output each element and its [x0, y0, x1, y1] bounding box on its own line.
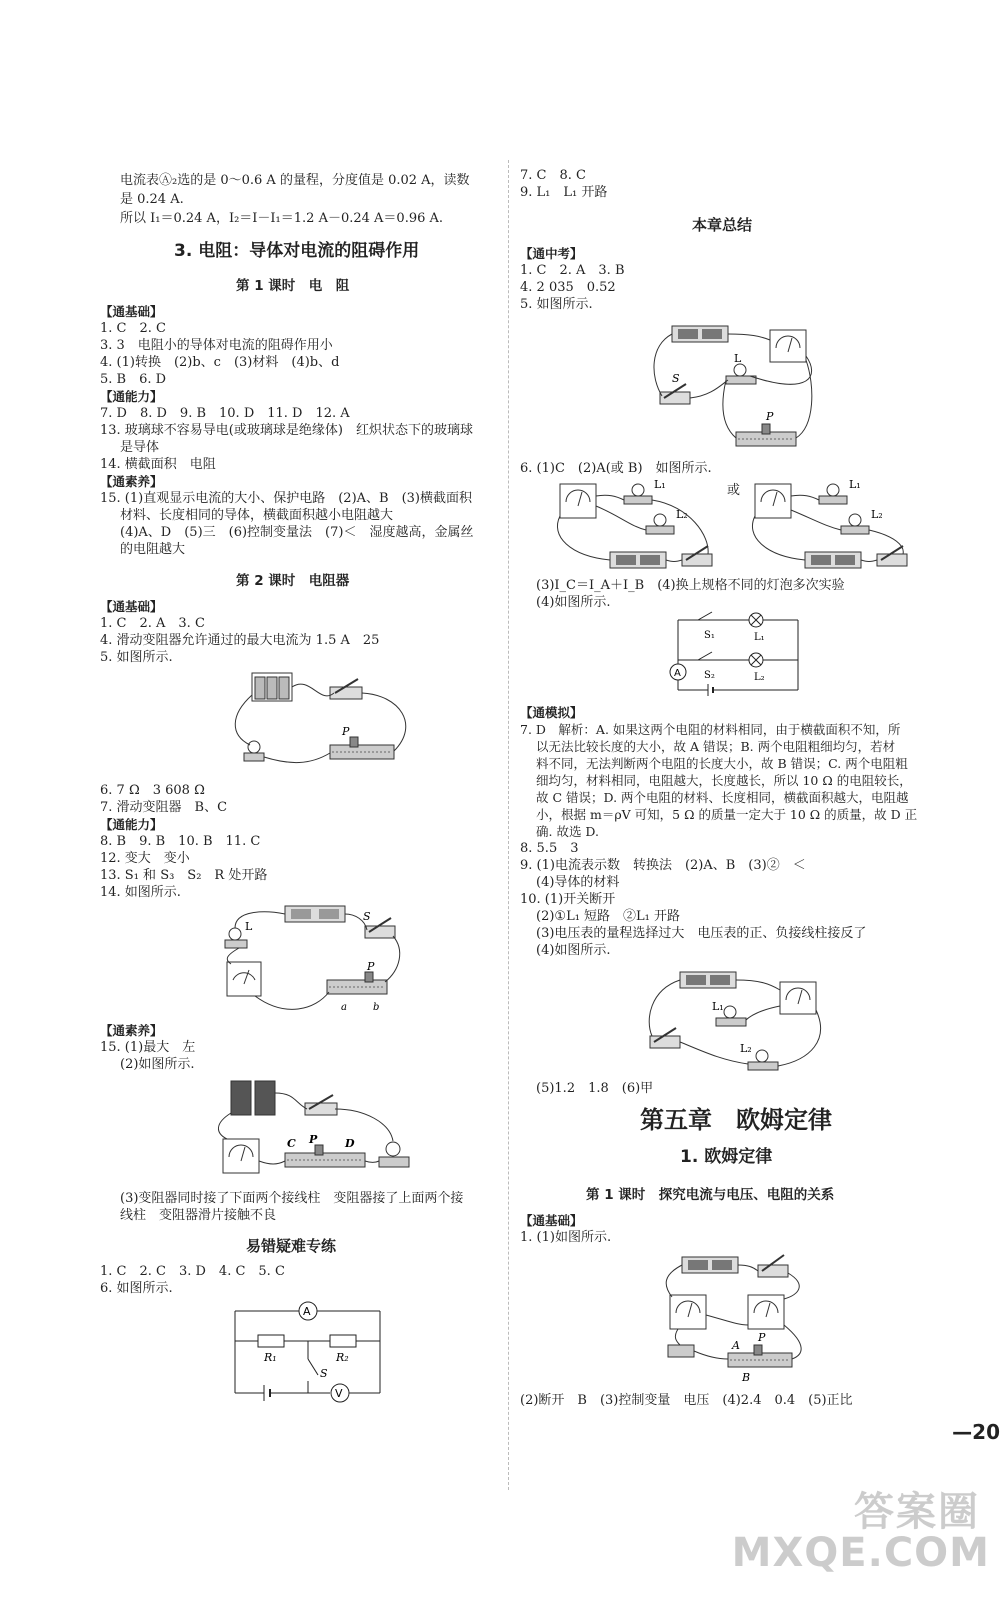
label-L2: L₂ — [676, 508, 688, 521]
label-S: S — [363, 910, 371, 923]
answer-line: 7. D 解析：A. 如果这两个电阻的材料相同，由于横截面积不知，所 — [520, 722, 901, 737]
answer-line: 15. (1)直观显示电流的大小、保护电路 (2)A、B (3)横截面积 — [100, 491, 472, 506]
circuit-diagram — [230, 1295, 390, 1405]
label-S1: S₁ — [704, 630, 715, 641]
answer-line: 4. 2 035 0.52 — [520, 280, 616, 295]
section-tag: 【通中考】 — [520, 246, 583, 261]
watermark-url: MXQE.COM — [731, 1530, 990, 1576]
answer-line: 8. B 9. B 10. B 11. C — [100, 834, 261, 849]
label-L: L — [734, 352, 742, 365]
answer-line: 1. C 2. C 3. D 4. C 5. C — [100, 1264, 285, 1279]
circuit-figure — [640, 960, 830, 1078]
answer-line: (4)导体的材料 — [536, 875, 620, 890]
text-line: 所以 I₁＝0.24 A，I₂＝I－I₁＝1.2 A－0.24 A＝0.96 A. — [120, 211, 444, 226]
answer-line: (3)电压表的量程选择过大 电压表的正、负接线柱接反了 — [536, 926, 867, 941]
answer-line: 以无法比较长度的大小，故 A 错误；B. 两个电阻粗细均匀，若材 — [536, 739, 896, 754]
circuit-figure — [230, 665, 430, 780]
text-line: 是 0.24 A. — [120, 192, 184, 207]
answer-line: 9. L₁ L₁ 开路 — [520, 185, 608, 200]
label-P: P — [766, 410, 774, 423]
section-title: 本章总结 — [692, 216, 753, 234]
answer-line: 13. 玻璃球不容易导电(或玻璃球是绝缘体) 红炽状态下的玻璃球 — [100, 423, 473, 438]
answer-line: 线柱 变阻器滑片接触不良 — [120, 1208, 277, 1223]
circuit-diagram — [658, 608, 808, 704]
section-title: 易错疑难专练 — [246, 1237, 337, 1255]
answer-line: (5)1.2 1.8 (6)甲 — [536, 1081, 654, 1096]
text-line: 电流表Ⓐ₂选的是 0～0.6 A 的量程，分度值是 0.02 A，读数 — [120, 173, 470, 188]
page-number: —20 — [952, 1420, 1000, 1444]
answer-line: (2)如图所示. — [120, 1057, 195, 1072]
label-A: A — [732, 1339, 740, 1352]
answer-line: 的电阻越大 — [120, 542, 186, 557]
answer-line: 14. 横截面积 电阻 — [100, 457, 216, 472]
label-D: D — [345, 1137, 355, 1150]
section-tag: 【通基础】 — [520, 1213, 583, 1228]
answer-line: 故 C 错误；D. 两个电阻的材料、长度相同，横截面积越大，电阻越 — [536, 790, 909, 805]
answer-line: 5. B 6. D — [100, 372, 167, 387]
answer-line: (3)变阻器同时接了下面两个接线柱 变阻器接了上面两个接 — [120, 1191, 464, 1206]
label-S2: S₂ — [704, 670, 715, 681]
answer-line: 9. (1)电流表示数 转换法 (2)A、B (3)② ＜ — [520, 858, 806, 873]
label-L1: L₁ — [754, 632, 765, 643]
label-R2: R₂ — [336, 1351, 349, 1364]
section-tag: 【通素养】 — [100, 474, 163, 489]
answer-line: 小，根据 m＝ρV 可知，5 Ω 的质量一定大于 10 Ω 的质量，故 D 正 — [536, 807, 918, 822]
answer-line: 7. C 8. C — [520, 168, 586, 183]
lesson-title: 第 2 课时 电阻器 — [236, 573, 350, 589]
section-tag: 【通能力】 — [100, 817, 163, 832]
label-L2: L₂ — [871, 508, 883, 521]
chapter-title: 第五章 欧姆定律 — [640, 1105, 832, 1134]
section-tag: 【通基础】 — [100, 599, 163, 614]
section-tag: 【通素养】 — [100, 1023, 163, 1038]
circuit-figure — [745, 476, 925, 576]
answer-line: 料不同，无法判断两个电阻的长度大小，故 B 错误；C. 两个电阻粗 — [536, 756, 908, 771]
label-L1: L₁ — [654, 478, 666, 491]
circuit-figure — [650, 316, 820, 461]
answer-line: 10. (1)开关断开 — [520, 892, 616, 907]
label-P: P — [342, 725, 350, 738]
label-P: P — [367, 960, 375, 973]
answer-line: (2)断开 B (3)控制变量 电压 (4)2.4 0.4 (5)正比 — [520, 1393, 853, 1408]
answer-line: 6. (1)C (2)A(或 B) 如图所示. — [520, 461, 712, 476]
answer-line: 1. C 2. A 3. B — [520, 263, 625, 278]
answer-line: 5. 如图所示. — [520, 297, 593, 312]
or-label: 或 — [727, 483, 741, 498]
label-b: b — [373, 1002, 380, 1013]
label-L1: L₁ — [849, 478, 861, 491]
answer-line: 1. C 2. C — [100, 321, 166, 336]
label-L2: L₂ — [754, 672, 765, 683]
ammeter-label: A — [303, 1305, 311, 1318]
label-R1: R₁ — [264, 1351, 277, 1364]
label-a: a — [341, 1002, 347, 1013]
answer-line: 细均匀，材料相同，电阻越大，长度越长，所以 10 Ω 的电阻较长， — [536, 773, 912, 788]
label-L1: L₁ — [712, 1000, 724, 1013]
label-P: P — [309, 1133, 318, 1146]
circuit-figure — [215, 1073, 425, 1185]
answer-line: (4)如图所示. — [536, 595, 611, 610]
answer-line: 8. 5.5 3 — [520, 841, 579, 856]
answer-line: (4)如图所示. — [536, 943, 611, 958]
label-L: L — [245, 920, 253, 933]
section-tag: 【通模拟】 — [520, 705, 583, 720]
column-divider — [508, 160, 509, 1490]
circuit-figure — [215, 900, 415, 1018]
circuit-figure — [550, 476, 730, 576]
answer-line: (4)A、D (5)三 (6)控制变量法 (7)＜ 湿度越高，金属丝 — [120, 525, 474, 540]
answer-line: 5. 如图所示. — [100, 650, 173, 665]
section-tag: 【通基础】 — [100, 304, 163, 319]
lesson-title: 第 1 课时 探究电流与电压、电阻的关系 — [586, 1187, 835, 1203]
answer-line: 6. 如图所示. — [100, 1281, 173, 1296]
section-tag: 【通能力】 — [100, 389, 163, 404]
lesson-title: 第 1 课时 电 阻 — [236, 278, 350, 294]
voltmeter-label: V — [335, 1387, 343, 1400]
label-P: P — [758, 1331, 766, 1344]
label-L2: L₂ — [740, 1042, 752, 1055]
answer-line: 是导体 — [120, 440, 160, 455]
label-C: C — [287, 1137, 296, 1150]
watermark-logo: 答案圈 — [854, 1489, 980, 1535]
answer-line: 1. C 2. A 3. C — [100, 616, 205, 631]
answer-line: 确. 故选 D. — [536, 824, 599, 839]
answer-line: 6. 7 Ω 3 608 Ω — [100, 783, 205, 798]
answer-line: 15. (1)最大 左 — [100, 1040, 196, 1055]
answer-line: 7. D 8. D 9. B 10. D 11. D 12. A — [100, 406, 350, 421]
answer-line: 7. 滑动变阻器 B、C — [100, 800, 228, 815]
answer-line: 12. 变大 变小 — [100, 851, 190, 866]
answer-line: (3)I_C＝I_A＋I_B (4)换上规格不同的灯泡多次实验 — [536, 578, 845, 593]
answer-line: 13. S₁ 和 S₃ S₂ R 处开路 — [100, 868, 268, 883]
label-B: B — [742, 1371, 751, 1384]
circuit-figure — [658, 1245, 818, 1390]
answer-line: 4. (1)转换 (2)b、c (3)材料 (4)b、d — [100, 355, 340, 370]
label-S: S — [320, 1367, 328, 1380]
answer-line: 3. 3 电阻小的导体对电流的阻碍作用小 — [100, 338, 333, 353]
answer-line: 材料、长度相同的导体，横截面积越小电阻越大 — [120, 508, 394, 523]
answer-line: 4. 滑动变阻器允许通过的最大电流为 1.5 A 25 — [100, 633, 380, 648]
ammeter-label: A — [674, 668, 681, 679]
section-title: 1. 欧姆定律 — [680, 1147, 773, 1167]
answer-line: 1. (1)如图所示. — [520, 1230, 612, 1245]
label-S: S — [672, 372, 680, 385]
section-title: 3. 电阻：导体对电流的阻碍作用 — [174, 241, 420, 261]
answer-line: (2)①L₁ 短路 ②L₁ 开路 — [536, 909, 681, 924]
answer-line: 14. 如图所示. — [100, 885, 181, 900]
